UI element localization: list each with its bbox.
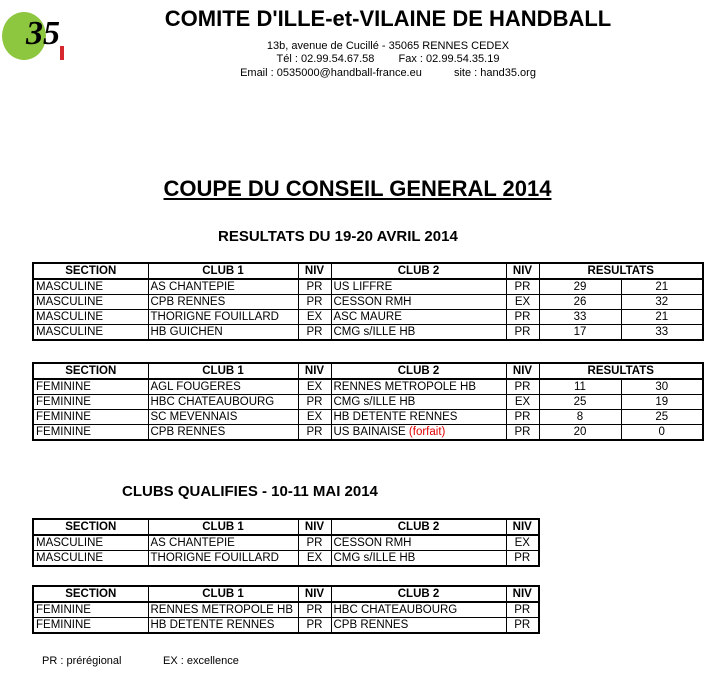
col-section: SECTION	[33, 586, 148, 602]
cell-score2-text: 30	[655, 381, 669, 393]
col-niv1: NIV	[298, 586, 331, 602]
col-resultats: RESULTATS	[539, 363, 703, 379]
cell-niv2	[506, 295, 539, 310]
cell-club1-text: CPB RENNES	[150, 296, 226, 308]
cell-club1	[148, 379, 298, 395]
cell-score1-text: 17	[573, 326, 587, 338]
cell-club2	[331, 279, 506, 295]
cell-niv1	[298, 279, 331, 295]
cell-niv2	[506, 602, 539, 618]
table-row	[33, 425, 703, 441]
cell-score2-text: 21	[655, 311, 669, 323]
cell-section-text: MASCULINE	[36, 537, 104, 549]
cell-club2	[331, 325, 506, 341]
cell-section-text: FEMININE	[36, 396, 91, 408]
cell-niv1	[298, 310, 331, 325]
cell-niv1-text: PR	[306, 619, 323, 631]
table-row	[33, 310, 703, 325]
cell-section-text: FEMININE	[36, 619, 91, 631]
cell-club2-text: US BAINAISE	[333, 426, 406, 438]
cell-niv2-text: PR	[514, 326, 531, 338]
cell-niv1	[298, 295, 331, 310]
cell-niv2-text: PR	[514, 552, 531, 564]
cell-club1	[148, 325, 298, 341]
table-row	[33, 535, 539, 551]
cell-club1	[148, 535, 298, 551]
cell-score1-text: 25	[573, 396, 587, 408]
cell-section-text: MASCULINE	[36, 281, 104, 293]
cell-niv2	[506, 410, 539, 425]
col-niv2: NIV	[506, 519, 539, 535]
col-niv1: NIV	[298, 263, 331, 279]
cell-club2	[331, 410, 506, 425]
cell-niv2	[506, 535, 539, 551]
cell-niv1	[298, 618, 331, 634]
cell-section	[33, 310, 148, 325]
cell-score2-text: 21	[655, 281, 669, 293]
legend-ex: EX : excellence	[163, 655, 239, 667]
cell-niv1	[298, 325, 331, 341]
cell-niv2	[506, 279, 539, 295]
cell-club2	[331, 310, 506, 325]
cell-score2	[621, 310, 703, 325]
cell-niv1-text: PR	[306, 426, 323, 438]
cell-club2-text: ASC MAURE	[333, 311, 402, 323]
cell-score2-text: 25	[655, 411, 669, 423]
col-niv1: NIV	[298, 519, 331, 535]
table-row	[33, 279, 703, 295]
cell-score2	[621, 325, 703, 341]
cell-section	[33, 279, 148, 295]
committee-logo	[0, 6, 68, 62]
cell-score1	[539, 310, 621, 325]
cell-niv2	[506, 618, 539, 634]
cell-section	[33, 395, 148, 410]
cell-score2	[621, 410, 703, 425]
col-club2: CLUB 2	[331, 519, 506, 535]
cell-club2-text: CMG s/ILLE HB	[333, 396, 416, 408]
org-phone-fax	[98, 53, 678, 65]
cell-club2	[331, 379, 506, 395]
cell-score1	[539, 410, 621, 425]
cell-niv1	[298, 535, 331, 551]
col-niv2: NIV	[506, 363, 539, 379]
cell-section	[33, 295, 148, 310]
cell-club1	[148, 279, 298, 295]
cell-club2	[331, 535, 506, 551]
cell-section-text: FEMININE	[36, 604, 91, 616]
cell-niv2-text: PR	[514, 619, 531, 631]
cell-niv1-text: PR	[306, 281, 323, 293]
logo-red-mark	[60, 46, 64, 60]
cell-niv1-text: EX	[306, 552, 323, 564]
org-fax: Fax : 02.99.54.35.19	[398, 53, 500, 65]
cell-score2	[621, 295, 703, 310]
cell-niv2	[506, 425, 539, 441]
cell-club2-text: RENNES METROPOLE HB	[333, 381, 476, 393]
cell-section-text: MASCULINE	[36, 552, 104, 564]
cell-score2	[621, 379, 703, 395]
col-club1: CLUB 1	[148, 363, 298, 379]
cell-niv1-text: PR	[306, 326, 323, 338]
cell-club1	[148, 395, 298, 410]
cell-score1	[539, 279, 621, 295]
cell-score2	[621, 425, 703, 441]
org-address: 13b, avenue de Cucillé - 35065 RENNES CEDEX	[266, 40, 510, 52]
cell-club1	[148, 295, 298, 310]
cell-club1	[148, 618, 298, 634]
cell-club1-text: THORIGNE FOUILLARD	[150, 552, 279, 564]
org-site: site : hand35.org	[453, 67, 536, 79]
cell-club2-text: CMG s/ILLE HB	[333, 552, 416, 564]
table-row	[33, 410, 703, 425]
logo-number: 35	[26, 15, 60, 52]
document-title: COUPE DU CONSEIL GENERAL 2014	[163, 176, 552, 201]
legend-pr: PR : prérégional	[42, 655, 122, 667]
cell-club1-text: SC MEVENNAIS	[150, 411, 238, 423]
cell-niv1	[298, 379, 331, 395]
cell-niv2-text: PR	[514, 281, 531, 293]
cell-section-text: FEMININE	[36, 381, 91, 393]
forfait-note: (forfait)	[408, 426, 446, 438]
cell-club2-text: CMG s/ILLE HB	[333, 326, 416, 338]
cell-niv1-text: EX	[306, 411, 323, 423]
cell-score1	[539, 379, 621, 395]
col-niv2: NIV	[506, 263, 539, 279]
results-title: RESULTATS DU 19-20 AVRIL 2014	[218, 228, 458, 245]
cell-club1-text: THORIGNE FOUILLARD	[150, 311, 279, 323]
cell-niv2	[506, 395, 539, 410]
table-row	[33, 602, 539, 618]
cell-club1-text: HB DETENTE RENNES	[150, 619, 275, 631]
org-email: Email : 0535000@handball-france.eu	[240, 67, 422, 79]
col-club1: CLUB 1	[148, 263, 298, 279]
cell-club1	[148, 602, 298, 618]
col-niv2: NIV	[506, 586, 539, 602]
cell-score2-text: 33	[655, 326, 669, 338]
col-club2: CLUB 2	[331, 586, 506, 602]
cell-section-text: MASCULINE	[36, 296, 104, 308]
org-phone: Tél : 02.99.54.67.58	[276, 53, 375, 65]
cell-section	[33, 602, 148, 618]
cell-niv2	[506, 379, 539, 395]
cell-section	[33, 618, 148, 634]
cell-niv2-text: PR	[514, 426, 531, 438]
cell-section	[33, 379, 148, 395]
cell-score2	[621, 395, 703, 410]
cell-score1-text: 20	[573, 426, 587, 438]
col-niv1: NIV	[298, 363, 331, 379]
cell-score1-text: 33	[573, 311, 587, 323]
cell-niv1-text: PR	[306, 396, 323, 408]
cell-score1-text: 29	[573, 281, 587, 293]
cell-niv2-text: PR	[514, 311, 531, 323]
cell-niv2-text: EX	[514, 296, 531, 308]
cell-club2	[331, 551, 506, 567]
cell-club2	[331, 618, 506, 634]
cell-score2	[621, 279, 703, 295]
cell-niv1	[298, 410, 331, 425]
cell-score1	[539, 395, 621, 410]
cell-club2-text: US LIFFRE	[333, 281, 393, 293]
qualified-table-masculine	[32, 518, 540, 567]
cell-section	[33, 325, 148, 341]
cell-niv1-text: PR	[306, 604, 323, 616]
cell-club2-text: CPB RENNES	[333, 619, 409, 631]
cell-niv2-text: EX	[514, 396, 531, 408]
cell-club1-text: HBC CHATEAUBOURG	[150, 396, 275, 408]
cell-score1-text: 26	[573, 296, 587, 308]
results-table-masculine	[32, 262, 704, 341]
table-row	[33, 618, 539, 634]
col-section: SECTION	[33, 363, 148, 379]
cell-club2-text: CESSON RMH	[333, 296, 412, 308]
cell-niv2-text: PR	[514, 411, 531, 423]
cell-section-text: FEMININE	[36, 411, 91, 423]
col-club1: CLUB 1	[148, 519, 298, 535]
cell-section	[33, 425, 148, 441]
cell-club1-text: AS CHANTEPIE	[150, 281, 235, 293]
cell-niv1	[298, 551, 331, 567]
cell-score2-text: 0	[658, 426, 665, 438]
col-club2: CLUB 2	[331, 363, 506, 379]
cell-score2-text: 19	[655, 396, 669, 408]
cell-section	[33, 410, 148, 425]
cell-score1	[539, 325, 621, 341]
cell-club1-text: RENNES METROPOLE HB	[150, 604, 293, 616]
cell-score2-text: 32	[655, 296, 669, 308]
cell-club1-text: CPB RENNES	[150, 426, 226, 438]
cell-section-text: FEMININE	[36, 426, 91, 438]
cell-club2	[331, 602, 506, 618]
cell-niv1	[298, 395, 331, 410]
col-section: SECTION	[33, 263, 148, 279]
cell-club1	[148, 310, 298, 325]
table-row	[33, 295, 703, 310]
cell-niv1-text: EX	[306, 311, 323, 323]
col-club1: CLUB 1	[148, 586, 298, 602]
col-section: SECTION	[33, 519, 148, 535]
cell-niv1	[298, 425, 331, 441]
cell-club1	[148, 410, 298, 425]
cell-club2-text: HBC CHATEAUBOURG	[333, 604, 458, 616]
cell-club2	[331, 425, 506, 441]
table-row	[33, 395, 703, 410]
cell-section	[33, 551, 148, 567]
table-row	[33, 325, 703, 341]
cell-score1-text: 11	[574, 381, 586, 393]
cell-niv2	[506, 325, 539, 341]
cell-section	[33, 535, 148, 551]
col-club2: CLUB 2	[331, 263, 506, 279]
table-row	[33, 551, 539, 567]
cell-niv2-text: PR	[514, 604, 531, 616]
qualified-title: CLUBS QUALIFIES - 10-11 MAI 2014	[122, 483, 378, 500]
cell-club1-text: AGL FOUGERES	[150, 381, 241, 393]
cell-club2-text: HB DETENTE RENNES	[333, 411, 458, 423]
cell-club2	[331, 395, 506, 410]
cell-niv2-text: EX	[514, 537, 530, 549]
cell-section-text: MASCULINE	[36, 311, 104, 323]
cell-niv1-text: PR	[306, 537, 323, 549]
cell-niv2-text: PR	[514, 381, 531, 393]
cell-niv1	[298, 602, 331, 618]
cell-club2	[331, 295, 506, 310]
org-title: COMITE D'ILLE-et-VILAINE DE HANDBALL	[164, 6, 612, 31]
cell-club1-text: AS CHANTEPIE	[150, 537, 235, 549]
cell-club1-text: HB GUICHEN	[150, 326, 223, 338]
results-table-feminine	[32, 362, 704, 441]
cell-niv2	[506, 310, 539, 325]
org-contact	[98, 67, 678, 79]
cell-club1	[148, 551, 298, 567]
cell-club2-text: CESSON RMH	[333, 537, 412, 549]
cell-score1	[539, 295, 621, 310]
cell-niv2	[506, 551, 539, 567]
cell-score1-text: 8	[576, 411, 584, 423]
cell-niv1-text: EX	[306, 381, 323, 393]
cell-niv1-text: PR	[306, 296, 323, 308]
cell-section-text: MASCULINE	[36, 326, 104, 338]
col-resultats: RESULTATS	[539, 263, 703, 279]
qualified-table-feminine	[32, 585, 540, 634]
table-row	[33, 379, 703, 395]
cell-score1	[539, 425, 621, 441]
cell-club1	[148, 425, 298, 441]
